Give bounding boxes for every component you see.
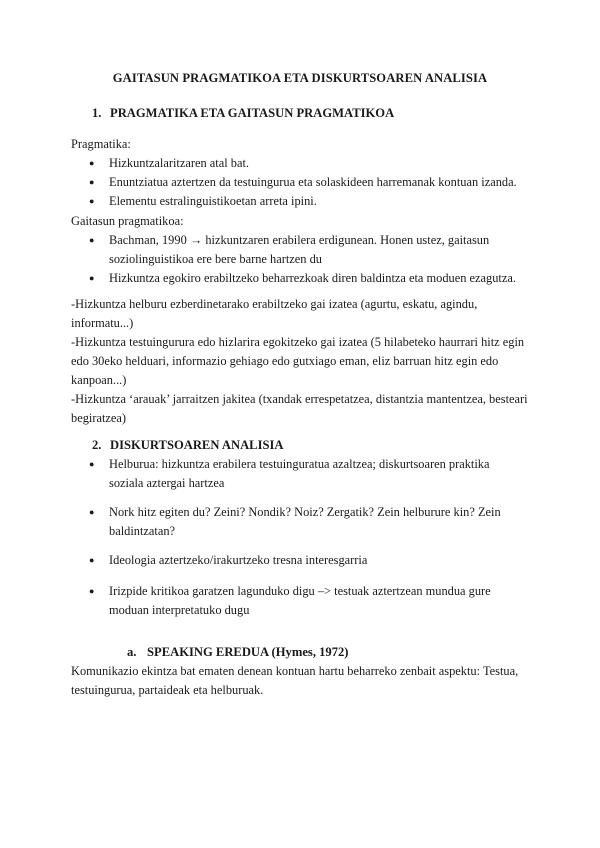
list-item: ● Enuntziatua aztertzen da testuingurua eta solaskideen harremanak kontuan izanda. bbox=[71, 173, 541, 192]
list-item: ● Ideologia aztertzeko/irakurtzeko tresna interesgarria bbox=[71, 551, 541, 570]
subsection-a-text-block bbox=[71, 662, 531, 700]
section-2-item-2 bbox=[71, 503, 511, 541]
pragmatika-block bbox=[71, 135, 541, 211]
bullet-icon: ● bbox=[89, 555, 95, 565]
bullet-icon: ● bbox=[89, 235, 95, 245]
section-2-item-3 bbox=[71, 551, 541, 570]
section-1-heading bbox=[92, 104, 394, 123]
pragmatika-list bbox=[71, 154, 541, 211]
list-item: ● Irizpide kritikoa garatzen lagunduko digu –> testuak aztertzean mundua gure moduan interpretatuko dugu bbox=[89, 584, 491, 617]
gaitasun-label: Gaitasun pragmatikoa: bbox=[71, 214, 184, 228]
section-2-item-1 bbox=[71, 455, 526, 493]
paragraph: -Hizkuntza ‘arauak’ jarraitzen jakitea (txandak errespetatzea, distantzia mantentzea, besteari begiratzea) bbox=[71, 392, 528, 425]
gaitasun-block bbox=[71, 212, 541, 288]
list-item: ● Nork hitz egiten du? Zeini? Nondik? Noiz? Zergatik? Zein helburure kin? Zein baldintzatan? bbox=[89, 505, 501, 538]
paragraph: -Hizkuntza helburu ezberdinetarako erabiltzeko gai izatea (agurtu, eskatu, agindu, informatu...) bbox=[71, 297, 478, 330]
bullet-icon: ● bbox=[89, 196, 95, 206]
bullet-icon: ● bbox=[89, 459, 95, 469]
section-2-item-4 bbox=[71, 582, 531, 620]
subsection-a-letter: a. bbox=[127, 645, 137, 659]
section-2-heading bbox=[92, 436, 283, 455]
section-2-title: DISKURTSOAREN ANALISIA bbox=[110, 438, 284, 452]
pragmatic-abilities-paragraphs bbox=[71, 295, 531, 428]
list-item: ● Helburua: hizkuntza erabilera testuinguratua azaltzea; diskurtsoaren praktika soziala aztergai hartzea bbox=[89, 457, 490, 490]
document-title: GAITASUN PRAGMATIKOA ETA DISKURTSOAREN ANALISIA bbox=[112, 71, 488, 85]
subsection-a-text: Komunikazio ekintza bat ematen denean kontuan hartu beharreko zenbait aspektu: Testua, testuingurua, partaideak eta helburuak. bbox=[71, 664, 519, 697]
section-1-title: PRAGMATIKA ETA GAITASUN PRAGMATIKOA bbox=[110, 106, 395, 120]
list-item: ● Hizkuntzalaritzaren atal bat. bbox=[71, 154, 541, 173]
list-item: ● Elementu estralinguistikoetan arreta ipini. bbox=[71, 192, 541, 211]
section-1-number: 1. bbox=[92, 106, 102, 120]
bullet-icon: ● bbox=[89, 507, 95, 517]
bullet-icon: ● bbox=[89, 158, 95, 168]
subsection-a-heading bbox=[127, 643, 349, 662]
paragraph: -Hizkuntza testuingurura edo hizlarira egokitzeko gai izatea (5 hilabeteko haurrari hitz egin edo 30eko helduari, informazio gehiago edo gutxiago eman, eliz barruan hitz egin edo kanpoan...) bbox=[71, 335, 525, 387]
bullet-icon: ● bbox=[89, 177, 95, 187]
subsection-a-title: SPEAKING EREDUA (Hymes, 1972) bbox=[147, 645, 349, 659]
bullet-icon: ● bbox=[89, 273, 95, 283]
section-2-number: 2. bbox=[92, 438, 102, 452]
bullet-icon: ● bbox=[89, 586, 95, 596]
list-item: ● Hizkuntza egokiro erabiltzeko beharrezkoak diren baldintza eta moduen ezagutza. bbox=[71, 269, 541, 288]
gaitasun-list bbox=[71, 231, 541, 288]
pragmatika-label: Pragmatika: bbox=[71, 137, 131, 151]
list-item: ● Bachman, 1990 → hizkuntzaren erabilera erdigunean. Honen ustez, gaitasun soziolinguistikoa ere bere barne hartzen du bbox=[89, 233, 490, 266]
